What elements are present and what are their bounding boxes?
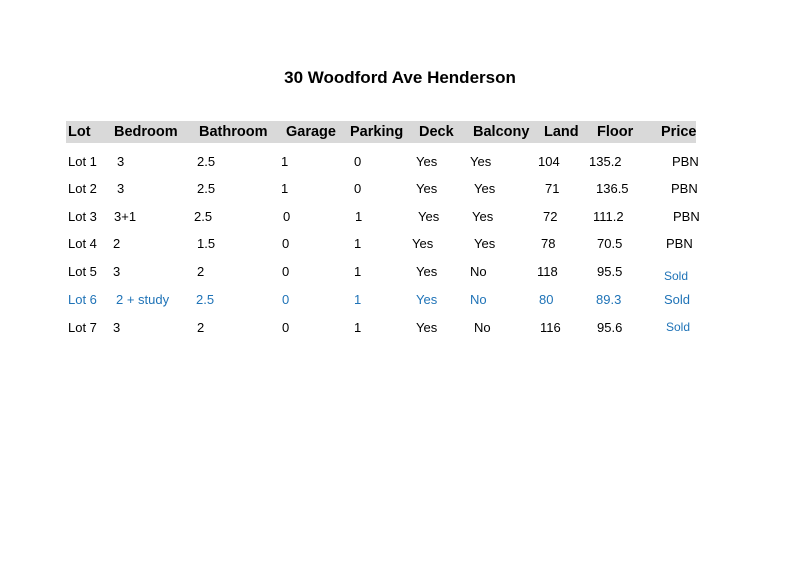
cell-floor: 70.5	[597, 236, 623, 251]
cell-garage: 1	[281, 181, 289, 196]
cell-lot: Lot 1	[68, 154, 97, 169]
cell-deck: Yes	[416, 154, 438, 169]
cell-parking: 0	[354, 181, 362, 196]
cell-deck: Yes	[416, 320, 438, 335]
cell-bedroom: 3	[113, 264, 121, 279]
cell-floor: 95.6	[597, 320, 623, 335]
cell-price: PBN	[666, 236, 693, 251]
cell-garage: 0	[282, 264, 290, 279]
cell-bathroom: 2.5	[197, 181, 216, 196]
cell-garage: 1	[281, 154, 289, 169]
header-garage: Garage	[286, 124, 336, 140]
cell-land: 118	[537, 264, 558, 279]
cell-balcony: No	[474, 320, 491, 335]
header-lot: Lot	[68, 124, 91, 140]
cell-price: PBN	[671, 181, 698, 196]
cell-balcony: Yes	[470, 154, 492, 169]
cell-bathroom: 1.5	[197, 236, 216, 251]
cell-parking: 1	[355, 209, 363, 224]
cell-price: PBN	[672, 154, 699, 169]
cell-floor: 89.3	[596, 292, 622, 307]
header-balcony: Balcony	[473, 124, 530, 140]
cell-deck: Yes	[416, 181, 438, 196]
cell-garage: 0	[282, 292, 290, 307]
cell-parking: 0	[354, 154, 362, 169]
cell-lot: Lot 4	[68, 236, 97, 251]
cell-price: Sold	[664, 269, 689, 283]
cell-garage: 0	[282, 236, 290, 251]
cell-garage: 0	[282, 320, 290, 335]
cell-floor: 136.5	[596, 181, 629, 196]
cell-land: 116	[540, 320, 561, 335]
cell-bathroom: 2	[197, 264, 205, 279]
cell-bathroom: 2.5	[197, 154, 216, 169]
cell-land: 80	[539, 292, 554, 307]
cell-floor: 95.5	[597, 264, 623, 279]
cell-floor: 111.2	[593, 209, 624, 224]
cell-garage: 0	[283, 209, 291, 224]
cell-lot: Lot 5	[68, 264, 97, 279]
cell-parking: 1	[354, 320, 362, 335]
cell-balcony: Yes	[474, 181, 496, 196]
cell-lot: Lot 3	[68, 209, 97, 224]
cell-balcony: No	[470, 292, 487, 307]
header-floor: Floor	[597, 124, 634, 140]
cell-bedroom: 3	[117, 181, 125, 196]
cell-parking: 1	[354, 236, 362, 251]
cell-lot: Lot 2	[68, 181, 97, 196]
header-deck: Deck	[419, 124, 454, 140]
cell-bathroom: 2.5	[196, 292, 215, 307]
cell-parking: 1	[354, 264, 362, 279]
cell-deck: Yes	[412, 236, 434, 251]
cell-balcony: Yes	[472, 209, 494, 224]
cell-balcony: No	[470, 264, 487, 279]
cell-floor: 135.2	[589, 154, 622, 169]
cell-price: PBN	[673, 209, 700, 224]
header-price: Price	[661, 124, 697, 140]
cell-balcony: Yes	[474, 236, 496, 251]
cell-land: 104	[538, 154, 560, 169]
cell-deck: Yes	[416, 292, 438, 307]
cell-bedroom: 3	[113, 320, 121, 335]
cell-bathroom: 2.5	[194, 209, 213, 224]
cell-land: 78	[541, 236, 556, 251]
cell-bedroom: 3	[117, 154, 125, 169]
cell-deck: Yes	[418, 209, 440, 224]
cell-lot: Lot 6	[68, 292, 97, 307]
cell-bathroom: 2	[197, 320, 205, 335]
header-parking: Parking	[350, 124, 404, 140]
header-land: Land	[544, 124, 579, 140]
cell-lot: Lot 7	[68, 320, 97, 335]
cell-price: Sold	[664, 292, 691, 307]
cell-price: Sold	[666, 320, 691, 334]
cell-parking: 1	[354, 292, 362, 307]
page-title: 30 Woodford Ave Henderson	[284, 68, 516, 87]
cell-bedroom: 3+1	[114, 209, 137, 224]
cell-bedroom: 2	[113, 236, 121, 251]
header-bedroom: Bedroom	[114, 124, 178, 140]
cell-land: 72	[543, 209, 558, 224]
cell-land: 71	[545, 181, 560, 196]
cell-deck: Yes	[416, 264, 438, 279]
header-bathroom: Bathroom	[199, 124, 268, 140]
cell-bedroom: 2 + study	[116, 292, 170, 307]
